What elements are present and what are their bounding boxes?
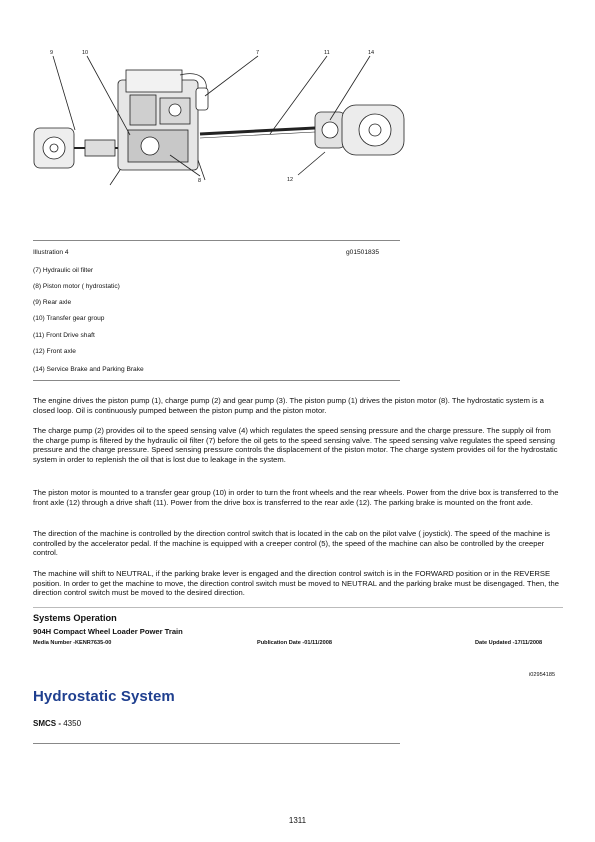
legend-item: (12) Front axle (33, 348, 76, 355)
callout-8: 8 (198, 178, 202, 184)
callout-10: 10 (82, 50, 89, 56)
page-number: 1311 (288, 816, 307, 825)
power-train-drawing (30, 40, 415, 230)
illustration-caption: Illustration 4 (33, 249, 69, 256)
manual-subtitle: 904H Compact Wheel Loader Power Train (33, 627, 183, 636)
body-paragraph: The machine will shift to NEUTRAL, if the parking brake lever is engaged and the direction control switch is in the FORWARD position or in the REVERSE position. In order to get the machine to move, the direction control switch must be moved to NEUTRAL and the parking brake must be disengaged. Then, the direction control switch must be moved to the desired direction. (33, 569, 559, 598)
callout-9: 9 (50, 50, 54, 56)
publication-date: Publication Date -01/11/2008 (257, 640, 332, 646)
legend-bottom-rule (33, 380, 400, 381)
section-divider (33, 607, 563, 608)
callout-12: 12 (287, 177, 294, 183)
media-number: Media Number -KENR7635-00 (33, 640, 112, 646)
callout-7: 7 (256, 50, 260, 56)
power-train-illustration (30, 40, 415, 230)
smcs-label: SMCS - (33, 719, 61, 728)
body-paragraph: The direction of the machine is controlled by the direction control switch that is located in the cab on the pilot valve ( joystick). The speed of the machine is controlled by the accelerator pedal. If the machine is equipped with a creeper control (5), the speed of the machine can also be controlled by the creeper control. (33, 529, 550, 558)
legend-item: (9) Rear axle (33, 299, 72, 306)
smcs-value: 4350 (61, 719, 82, 728)
section-title: Systems Operation (33, 613, 117, 623)
legend-item: (11) Front Drive shaft (33, 332, 95, 339)
date-updated: Date Updated -17/11/2008 (475, 640, 543, 646)
smcs-code (33, 719, 81, 728)
caption-top-rule (33, 240, 400, 241)
callout-14: 14 (368, 50, 375, 56)
document-id: i02954185 (529, 672, 556, 678)
body-paragraph: The piston motor is mounted to a transfer gear group (10) in order to turn the front wheels and the rear wheels. Power from the drive box is transferred to the front axle (12) through a drive shaft (11). Power from the drive box is transferred to the rear axle (12). The parking brake is mounted on the front axle. (33, 488, 559, 507)
legend-item: (10) Transfer gear group (33, 315, 105, 322)
legend-item: (14) Service Brake and Parking Brake (33, 366, 144, 373)
illustration-code: g01501835 (346, 249, 380, 256)
heading-bottom-rule (33, 743, 400, 744)
legend-item: (7) Hydraulic oil filter (33, 267, 94, 274)
body-paragraph: The charge pump (2) provides oil to the speed sensing valve (4) which regulates the speed sensing pressure and the charge pressure. The supply oil from the charge pump is filtered by the hydraulic oil filter (7) before the oil gets to the speed sensing valve. The speed sensing valve regulates the speed sensing pressure and the charge pressure. Speed sensing pressure controls the displacement of the piston motor. The charge system provides oil for the hydrostatic system in order to replenish the oil that is lost due to leakage in the system. (33, 426, 558, 464)
legend-item: (8) Piston motor ( hydrostatic) (33, 283, 120, 290)
body-paragraph: The engine drives the piston pump (1), charge pump (2) and gear pump (3). The piston pump (1) drives the piston motor (8). The hydrostatic system is a closed loop. Oil is continuously pumped between the piston pump and the piston motor. (33, 396, 544, 415)
callout-11: 11 (324, 50, 330, 56)
section-heading: Hydrostatic System (33, 688, 175, 705)
